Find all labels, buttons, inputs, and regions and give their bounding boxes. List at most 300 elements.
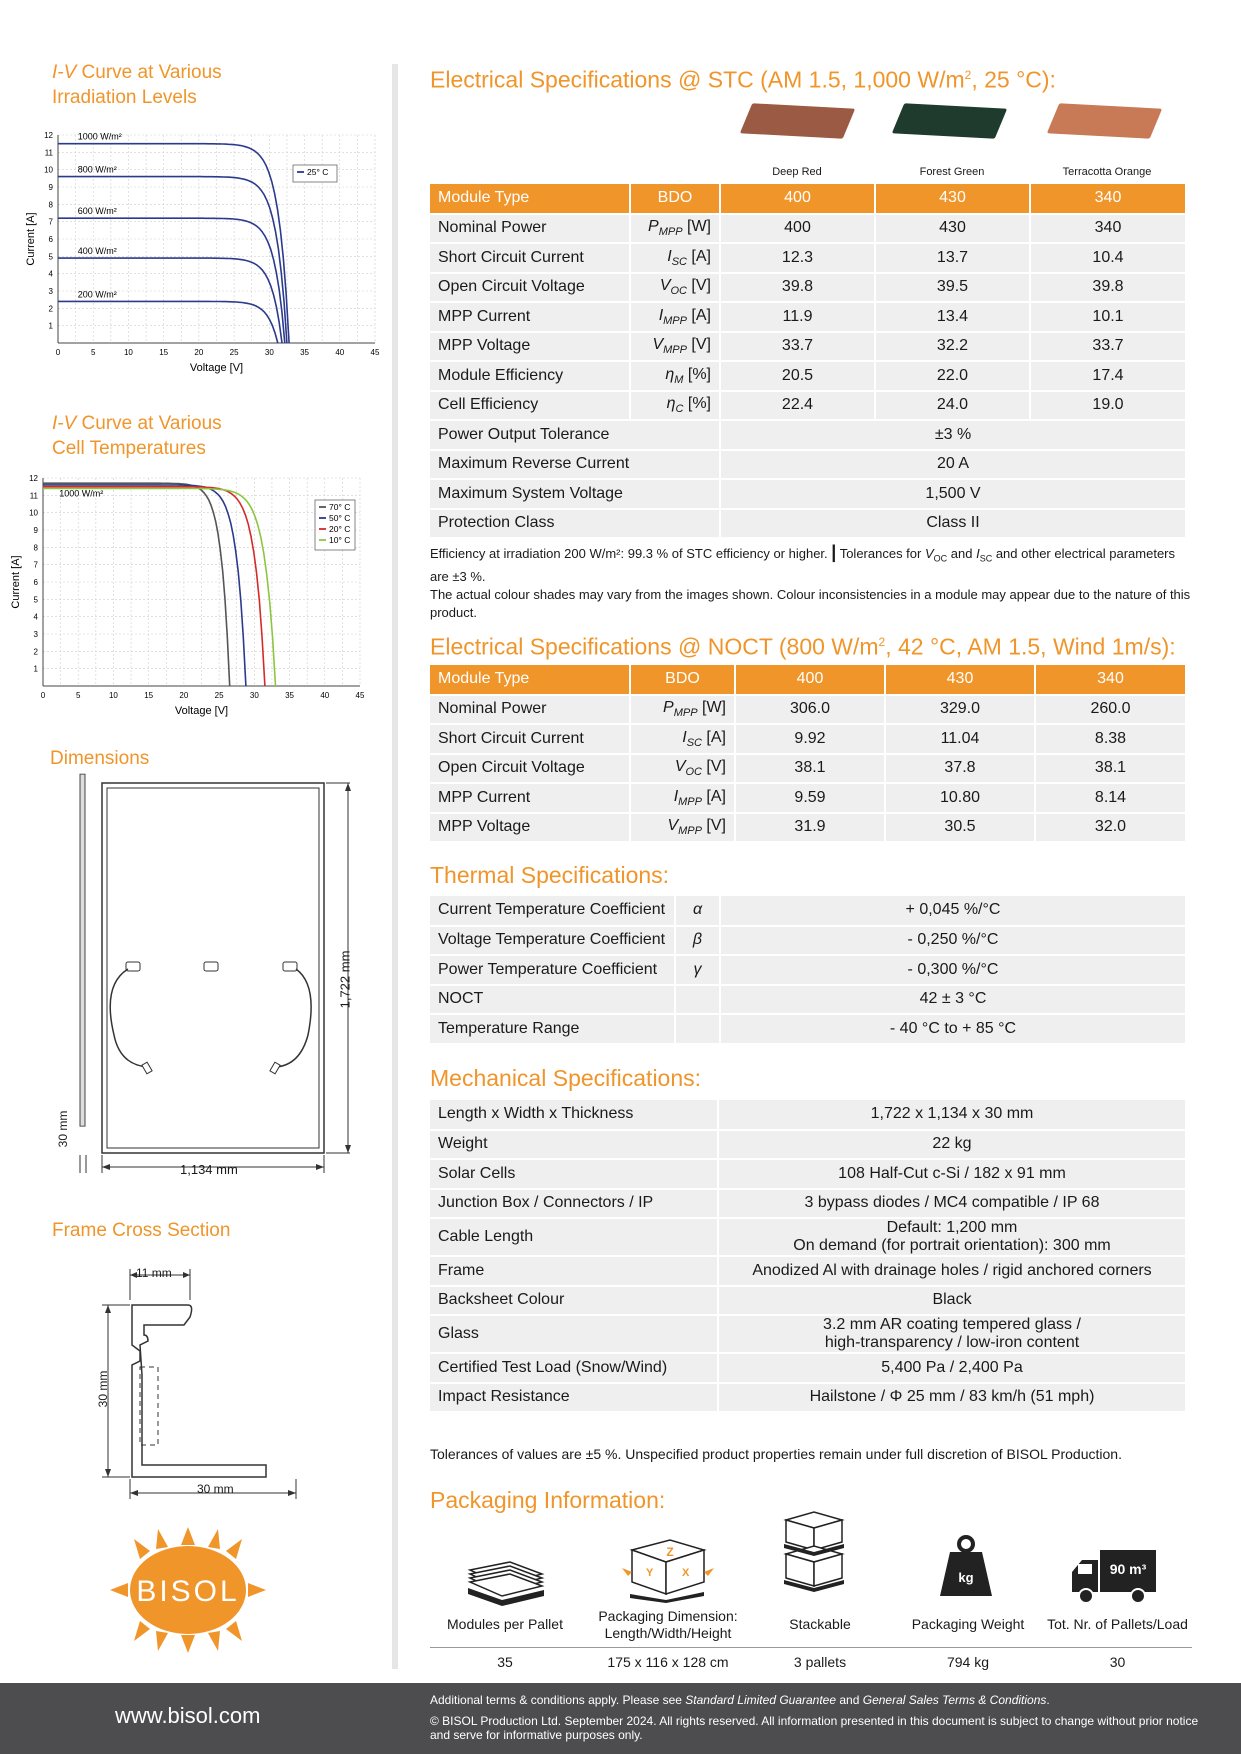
row-label: Power Output Tolerance	[430, 420, 720, 450]
row-label: Voltage Temperature Coefficient	[430, 926, 675, 956]
row-value	[718, 1218, 1185, 1256]
thermal-table	[430, 896, 1185, 1045]
row-value: 8.38	[1035, 724, 1185, 754]
row-label: Open Circuit Voltage	[430, 754, 630, 784]
table-row	[430, 479, 1185, 509]
header-value: 400	[720, 184, 875, 214]
thermal-title: Thermal Specifications:	[430, 862, 670, 888]
symbol-sub: MPP	[663, 344, 687, 357]
row-value: 260.0	[1035, 695, 1185, 725]
x-tick-label: 0	[40, 691, 46, 700]
table-row	[430, 1100, 1185, 1130]
row-label: Glass	[430, 1315, 718, 1353]
symbol-cell	[630, 754, 735, 784]
row-symbol: β	[675, 926, 720, 956]
table-row	[430, 332, 1185, 362]
row-value	[718, 1159, 1185, 1189]
table-row	[430, 302, 1185, 332]
symbol-sub: MPP	[673, 707, 698, 720]
legend-label: 50° C	[329, 513, 351, 523]
dim-height-label: 1,722 mm	[337, 950, 353, 1009]
row-value	[718, 1353, 1185, 1383]
footer	[0, 1683, 1241, 1754]
terms-e: .	[1046, 1693, 1050, 1707]
swatch-label: Deep Red	[772, 166, 822, 178]
value-line: 22 kg	[932, 1135, 972, 1153]
pk-label-dimension-1: Packaging Dimension:	[598, 1608, 738, 1624]
row-label: Maximum Reverse Current	[430, 450, 720, 480]
x-tick-label: 35	[300, 348, 310, 357]
row-value	[718, 1383, 1185, 1413]
x-tick-label: 10	[108, 691, 118, 700]
unit: [V]	[686, 277, 711, 295]
row-value: 10.4	[1030, 243, 1185, 273]
header-sym: BDO	[630, 184, 720, 214]
table-row	[430, 214, 1185, 244]
row-value: - 0,250 %/°C	[720, 926, 1185, 956]
symbol-cell	[630, 783, 735, 813]
note-efficiency: Efficiency at irradiation 200 W/m²: 99.3 % of STC efficiency or higher.	[430, 546, 828, 561]
y-tick-label: 1	[48, 321, 53, 331]
table-row	[430, 420, 1185, 450]
row-value: 37.8	[885, 754, 1035, 784]
symbol-sub: MPP	[678, 825, 702, 838]
chart-annotation: 1000 W/m²	[59, 488, 104, 499]
row-value: 13.4	[875, 302, 1030, 332]
mechanical-note: Tolerances of values are ±5 %. Unspecified product properties remain under full discretion of BISOL Production.	[430, 1446, 1122, 1462]
pk-label-dimension-2: Length/Width/Height	[604, 1625, 732, 1641]
row-value: 11.04	[885, 724, 1035, 754]
stc-title	[430, 60, 1056, 95]
table-row	[430, 1130, 1185, 1160]
title-rest: Curve at Various	[76, 62, 222, 83]
x-tick-label: 40	[335, 348, 345, 357]
series-label: 800 W/m²	[77, 164, 117, 175]
value-line: Anodized Al with drainage holes / rigid anchored corners	[752, 1261, 1152, 1279]
table-row	[430, 450, 1185, 480]
svg-text:Y: Y	[646, 1567, 654, 1579]
row-label: Impact Resistance	[430, 1383, 718, 1413]
value-line: 3 bypass diodes / MC4 compatible / IP 68	[804, 1194, 1100, 1212]
row-value: 19.0	[1030, 391, 1185, 421]
unit: [%]	[683, 395, 711, 413]
stc-title-text: Electrical Specifications @ STC (AM 1.5, 1,000 W/m	[430, 66, 965, 93]
x-tick-label: 45	[355, 691, 365, 700]
frame-top-label: 11 mm	[136, 1266, 172, 1280]
symbol-sub: MPP	[663, 314, 687, 327]
y-tick-label: 2	[33, 647, 38, 657]
terms-c: and	[836, 1693, 863, 1707]
swatch-forest-green	[892, 103, 1007, 138]
symbol-cell	[630, 724, 735, 754]
pk-value-weight: 794 kg	[946, 1654, 990, 1670]
row-value: 33.7	[720, 332, 875, 362]
unit: [W]	[682, 218, 711, 236]
table-row	[430, 896, 1185, 926]
pk-value-modules: 35	[497, 1654, 513, 1670]
symbol-cell	[630, 361, 720, 391]
series-label: 400 W/m²	[77, 246, 117, 257]
symbol: P	[648, 218, 659, 236]
y-tick-label: 9	[33, 526, 38, 535]
iv-temperature-title	[52, 411, 222, 461]
symbol-cell	[630, 695, 735, 725]
x-axis-label: Voltage [V]	[189, 362, 244, 374]
y-tick-label: 9	[48, 183, 53, 192]
table-row	[430, 813, 1185, 843]
x-tick-label: 45	[370, 348, 380, 357]
dimensions-title: Dimensions	[50, 748, 150, 769]
table-row	[430, 1159, 1185, 1189]
row-value: 340	[1030, 214, 1185, 244]
y-tick-label: 8	[33, 543, 38, 553]
symbol: I	[673, 787, 679, 805]
symbol-sub: M	[674, 373, 684, 386]
unit: [A]	[701, 728, 726, 746]
legend-label: 10° C	[329, 535, 351, 545]
row-value: 32.2	[875, 332, 1030, 362]
series-line	[43, 488, 276, 686]
table-row	[430, 985, 1185, 1015]
value-line: On demand (for portrait orientation): 300 mm	[793, 1237, 1111, 1254]
symbol-cell	[630, 273, 720, 303]
y-tick-label: 11	[44, 148, 53, 158]
footer-terms	[430, 1693, 1200, 1742]
header-sym: BDO	[630, 665, 735, 695]
series-line	[58, 177, 287, 343]
symbol-cell	[630, 243, 720, 273]
truck-badge: 90 m³	[1109, 1561, 1147, 1577]
row-label: Short Circuit Current	[430, 724, 630, 754]
unit: [A]	[701, 787, 726, 805]
series-label: 1000 W/m²	[77, 131, 122, 142]
row-value: 39.8	[720, 273, 875, 303]
pk-label-pallets-load: Tot. Nr. of Pallets/Load	[1047, 1616, 1188, 1632]
noct-table	[430, 665, 1185, 843]
row-label: Frame	[430, 1256, 718, 1286]
y-tick-label: 5	[33, 595, 38, 605]
series-line	[43, 487, 265, 686]
note-tolerances: Tolerances for	[836, 546, 925, 561]
series-line	[43, 485, 246, 686]
packaging-divider	[430, 1647, 1192, 1648]
header-value: 430	[885, 665, 1035, 695]
row-label: Certified Test Load (Snow/Wind)	[430, 1353, 718, 1383]
swatch-label: Forest Green	[919, 166, 985, 178]
x-tick-label: 30	[264, 348, 274, 357]
y-tick-label: 6	[33, 578, 38, 587]
stc-note: Efficiency at irradiation 200 W/m²: 99.3 % of STC efficiency or higher. | Tolerances for $V_{OC}$ and $I_{SC}$ and other electrical parameters are ±3 %. The actual colour shades may vary from the images shown. Colour inconsistencies in a module may appear due to the nature of this product.	[430, 542, 1191, 620]
symbol: V	[659, 277, 671, 295]
row-value: 17.4	[1030, 361, 1185, 391]
value-line: 3.2 mm AR coating tempered glass /	[823, 1316, 1081, 1333]
row-value: 430	[875, 214, 1030, 244]
row-label: Nominal Power	[430, 695, 630, 725]
table-row	[430, 1189, 1185, 1219]
swatch-terracotta	[1047, 103, 1162, 138]
row-label: Backsheet Colour	[430, 1286, 718, 1316]
noct-title	[430, 627, 1176, 662]
table-row	[430, 754, 1185, 784]
pk-value-pallets-load: 30	[1109, 1654, 1126, 1670]
symbol-cell	[630, 391, 720, 421]
row-value: 39.5	[875, 273, 1030, 303]
symbol: η	[665, 365, 675, 383]
table-row	[430, 391, 1185, 421]
svg-text:X: X	[682, 1567, 690, 1579]
row-label: Short Circuit Current	[430, 243, 630, 273]
row-value: 30.5	[885, 813, 1035, 843]
row-value: 1,500 V	[720, 479, 1185, 509]
module-dimension-drawing	[50, 775, 350, 1175]
y-tick-label: 2	[48, 304, 53, 314]
mechanical-table	[430, 1100, 1185, 1413]
noct-title-text: Electrical Specifications @ NOCT (800 W/m	[430, 633, 879, 660]
row-value: 31.9	[735, 813, 885, 843]
unit: [A]	[686, 247, 711, 265]
bisol-logo	[108, 1525, 268, 1655]
stc-table	[430, 184, 1185, 539]
terms-a: Additional terms & conditions apply. Please see	[430, 1693, 686, 1707]
y-axis-label: Current [A]	[10, 555, 22, 609]
row-value: 32.0	[1035, 813, 1185, 843]
swatch-label: Terracotta Orange	[1062, 166, 1152, 178]
title-italic: I-V	[52, 62, 77, 83]
website-link[interactable]: www.bisol.com	[115, 1703, 261, 1728]
series-line	[58, 301, 278, 343]
x-tick-label: 15	[159, 348, 169, 357]
y-tick-label: 3	[48, 287, 53, 296]
symbol: I	[682, 728, 687, 746]
row-label: Open Circuit Voltage	[430, 273, 630, 303]
row-value: 10.1	[1030, 302, 1185, 332]
unit: [V]	[686, 336, 711, 354]
symbol-sub: SC	[686, 736, 702, 749]
series-label: 200 W/m²	[77, 289, 117, 300]
row-label: Length x Width x Thickness	[430, 1100, 718, 1130]
iv-irradiation-title	[52, 60, 222, 110]
row-label: Nominal Power	[430, 214, 630, 244]
y-tick-label: 4	[33, 612, 38, 622]
series-label: 600 W/m²	[77, 206, 117, 217]
table-row	[430, 1315, 1185, 1353]
row-value: 38.1	[1035, 754, 1185, 784]
title-line2: Irradiation Levels	[52, 87, 197, 108]
terms-guarantee: Standard Limited Guarantee	[685, 1693, 837, 1707]
frame-height-label: 30 mm	[96, 1370, 110, 1408]
iv-irradiation-chart	[25, 125, 380, 375]
pk-value-dimension: 175 x 116 x 128 cm	[607, 1654, 729, 1670]
y-axis-label: Current [A]	[25, 212, 37, 266]
value-line: high-transparency / low-iron content	[824, 1334, 1080, 1351]
stc-title-end: , 25 °C):	[971, 66, 1056, 93]
x-tick-label: 25	[229, 348, 239, 357]
row-value: 10.80	[885, 783, 1035, 813]
row-label: Protection Class	[430, 509, 720, 539]
x-tick-label: 5	[90, 348, 96, 357]
symbol-sub: C	[675, 403, 684, 416]
symbol: V	[652, 336, 664, 354]
row-value: 22.4	[720, 391, 875, 421]
legend-label: 25° C	[307, 167, 329, 177]
y-tick-label: 6	[48, 235, 53, 244]
stacked-pallets-icon	[780, 1508, 850, 1603]
row-value: 38.1	[735, 754, 885, 784]
y-tick-label: 4	[48, 269, 53, 279]
row-label: Power Temperature Coefficient	[430, 955, 675, 985]
symbol-sub: OC	[670, 285, 687, 298]
row-value	[718, 1189, 1185, 1219]
row-value: 42 ± 3 °C	[720, 985, 1185, 1015]
row-label: Maximum System Voltage	[430, 479, 720, 509]
value-line: Black	[932, 1291, 972, 1309]
symbol: V	[674, 758, 686, 776]
y-tick-label: 10	[44, 165, 53, 175]
symbol-sub: SC	[671, 255, 687, 268]
table-row	[430, 724, 1185, 754]
symbol: I	[658, 306, 664, 324]
frame-cross-section-drawing	[90, 1265, 330, 1505]
value-line: Default: 1,200 mm	[886, 1219, 1018, 1236]
x-tick-label: 40	[320, 691, 330, 700]
symbol-sub: MPP	[658, 226, 683, 239]
y-tick-label: 7	[33, 560, 38, 570]
frame-bottom-label: 30 mm	[197, 1482, 234, 1496]
table-row	[430, 1218, 1185, 1256]
row-value: 39.8	[1030, 273, 1185, 303]
row-label: Junction Box / Connectors / IP	[430, 1189, 718, 1219]
title-line2: Cell Temperatures	[52, 438, 206, 459]
y-tick-label: 10	[29, 508, 38, 518]
unit: [%]	[683, 365, 711, 383]
unit: [W]	[697, 699, 726, 717]
x-tick-label: 10	[123, 348, 133, 357]
series-line	[58, 218, 285, 343]
value-line: 1,722 x 1,134 x 30 mm	[870, 1105, 1034, 1123]
y-tick-label: 5	[48, 252, 53, 262]
row-label: Weight	[430, 1130, 718, 1160]
row-symbol: α	[675, 896, 720, 926]
row-label: MPP Current	[430, 783, 630, 813]
symbol: I	[667, 247, 672, 265]
row-label: Module Efficiency	[430, 361, 630, 391]
svg-text:Z: Z	[666, 1545, 674, 1559]
y-tick-label: 1	[33, 664, 38, 674]
series-line	[58, 258, 282, 343]
row-value: 13.7	[875, 243, 1030, 273]
table-row	[430, 243, 1185, 273]
weight-icon	[936, 1534, 996, 1599]
row-symbol: γ	[675, 955, 720, 985]
symbol-cell	[630, 214, 720, 244]
value-line: 108 Half-Cut c-Si / 182 x 91 mm	[838, 1164, 1066, 1182]
weight-badge: kg	[958, 1570, 974, 1585]
symbol-cell	[630, 332, 720, 362]
row-label: Cable Length	[430, 1218, 718, 1256]
pk-label-weight: Packaging Weight	[911, 1616, 1025, 1632]
header-row	[430, 665, 1185, 695]
x-tick-label: 20	[179, 691, 189, 700]
row-value	[718, 1130, 1185, 1160]
row-label: MPP Current	[430, 302, 630, 332]
row-value	[718, 1256, 1185, 1286]
unit: [A]	[686, 306, 711, 324]
pk-label-dimension	[583, 1608, 753, 1642]
table-row	[430, 361, 1185, 391]
legend-label: 70° C	[329, 502, 351, 512]
pk-value-stackable: 3 pallets	[793, 1654, 847, 1670]
noct-title-end: , 42 °C, AM 1.5, Wind 1m/s):	[885, 633, 1176, 660]
y-tick-label: 3	[33, 630, 38, 639]
stc-title-sup: 2	[964, 68, 972, 82]
row-value: 8.14	[1035, 783, 1185, 813]
title-rest: Curve at Various	[76, 413, 222, 434]
row-value: 12.3	[720, 243, 875, 273]
row-label: NOCT	[430, 985, 675, 1015]
row-value	[718, 1286, 1185, 1316]
table-row	[430, 1286, 1185, 1316]
mechanical-title: Mechanical Specifications:	[430, 1065, 702, 1091]
table-row	[430, 955, 1185, 985]
y-tick-label: 12	[29, 474, 38, 483]
table-row	[430, 1383, 1185, 1413]
note-colour: The actual colour shades may vary from the images shown. Colour inconsistencies in a module may appear due to the nature of this product.	[430, 586, 1191, 620]
row-label: MPP Voltage	[430, 332, 630, 362]
chart-legend	[315, 500, 355, 550]
pallet-stack-icon	[460, 1540, 550, 1610]
header-value: 400	[735, 665, 885, 695]
x-tick-label: 20	[194, 348, 204, 357]
row-symbol	[675, 985, 720, 1015]
packaging-title: Packaging Information:	[430, 1487, 666, 1513]
pk-label-stackable: Stackable	[789, 1616, 851, 1632]
noct-title-sup: 2	[878, 635, 886, 649]
symbol-sub: OC	[685, 766, 702, 779]
terms-sales: General Sales Terms & Conditions	[862, 1693, 1047, 1707]
header-value: 340	[1030, 184, 1185, 214]
row-value: 20 A	[720, 450, 1185, 480]
note-tolerances-end: and other electrical parameters are ±3 %.	[430, 546, 1176, 584]
column-divider	[392, 64, 398, 1669]
row-label: Temperature Range	[430, 1014, 675, 1044]
logo-text: BISOL	[136, 1575, 240, 1608]
symbol: V	[667, 817, 679, 835]
row-value: + 0,045 %/°C	[720, 896, 1185, 926]
chart-legend	[293, 165, 337, 182]
x-tick-label: 25	[214, 691, 224, 700]
unit: [V]	[701, 758, 726, 776]
row-value: 20.5	[720, 361, 875, 391]
row-value: ±3 %	[720, 420, 1185, 450]
header-row	[430, 184, 1185, 214]
x-tick-label: 5	[75, 691, 81, 700]
header-label: Module Type	[430, 184, 630, 214]
table-row	[430, 273, 1185, 303]
row-value: 9.92	[735, 724, 885, 754]
frame-cross-section-title: Frame Cross Section	[52, 1220, 231, 1241]
unit: [V]	[701, 817, 726, 835]
table-row	[430, 1014, 1185, 1044]
dim-width-label: 1,134 mm	[180, 1162, 238, 1177]
table-row	[430, 695, 1185, 725]
row-value: Class II	[720, 509, 1185, 539]
symbol: η	[666, 395, 676, 413]
header-value: 430	[875, 184, 1030, 214]
value-line: Hailstone / Φ 25 mm / 83 km/h (51 mph)	[809, 1388, 1095, 1406]
x-tick-label: 30	[249, 691, 259, 700]
row-value: - 0,300 %/°C	[720, 955, 1185, 985]
x-axis-label: Voltage [V]	[174, 705, 229, 717]
